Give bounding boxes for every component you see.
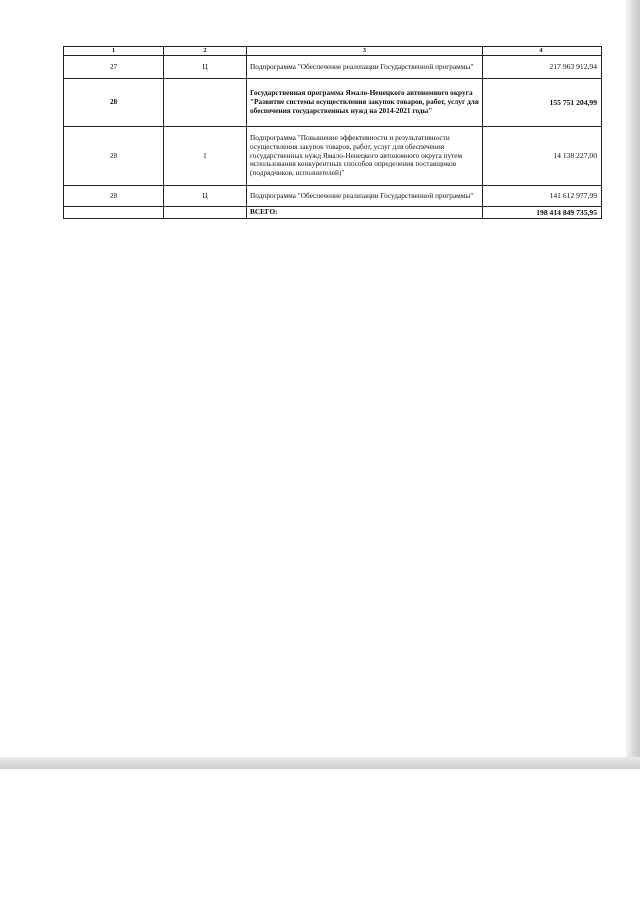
subprogram-code-cell: [164, 79, 247, 127]
amount-cell: 141 612 977,99: [483, 186, 602, 207]
column-header: 4: [483, 47, 602, 56]
table-row: [64, 56, 602, 79]
subprogram-code-cell: Ц: [164, 56, 247, 79]
subprogram-code-cell: 1: [164, 127, 247, 186]
total-label: ВСЕГО:: [247, 207, 483, 219]
empty-cell: [164, 207, 247, 219]
column-number-row: [64, 47, 602, 56]
subprogram-code-cell: Ц: [164, 186, 247, 207]
program-code-cell: 28: [64, 127, 164, 186]
total-row: [64, 207, 602, 219]
program-name-cell: Подпрограмма "Повышение эффективности и результативности осуществления закупок товаров, работ, услуг для обеспечения государственных нужд Ямало-Ненецкого автономного округа путем использования конкурентных способов определения поставщиков (подрядчиков, исполнителей)": [247, 127, 483, 186]
program-name-cell: Государственная программа Ямало-Ненецкого автономного округа "Развитие системы осуществления закупок товаров, работ, услуг для обеспечения государственных нужд на 2014-2021 годы": [247, 79, 483, 127]
program-code-cell: 28: [64, 79, 164, 127]
table-row: [64, 127, 602, 186]
program-code-cell: 27: [64, 56, 164, 79]
column-header: 3: [247, 47, 483, 56]
column-header: 2: [164, 47, 247, 56]
column-header: 1: [64, 47, 164, 56]
budget-table: [63, 46, 602, 219]
amount-cell: 155 751 204,99: [483, 79, 602, 127]
amount-cell: 217 963 912,94: [483, 56, 602, 79]
table-row: [64, 79, 602, 127]
program-name-cell: Подпрограмма "Обеспечение реализации Государственной программы": [247, 56, 483, 79]
empty-cell: [64, 207, 164, 219]
scan-shadow-bottom: [0, 757, 640, 769]
scan-shadow-right: [626, 0, 640, 768]
table-row: [64, 186, 602, 207]
total-amount: 198 414 849 735,95: [483, 207, 602, 219]
amount-cell: 14 138 227,00: [483, 127, 602, 186]
program-code-cell: 28: [64, 186, 164, 207]
program-name-cell: Подпрограмма "Обеспечение реализации Государственной программы": [247, 186, 483, 207]
